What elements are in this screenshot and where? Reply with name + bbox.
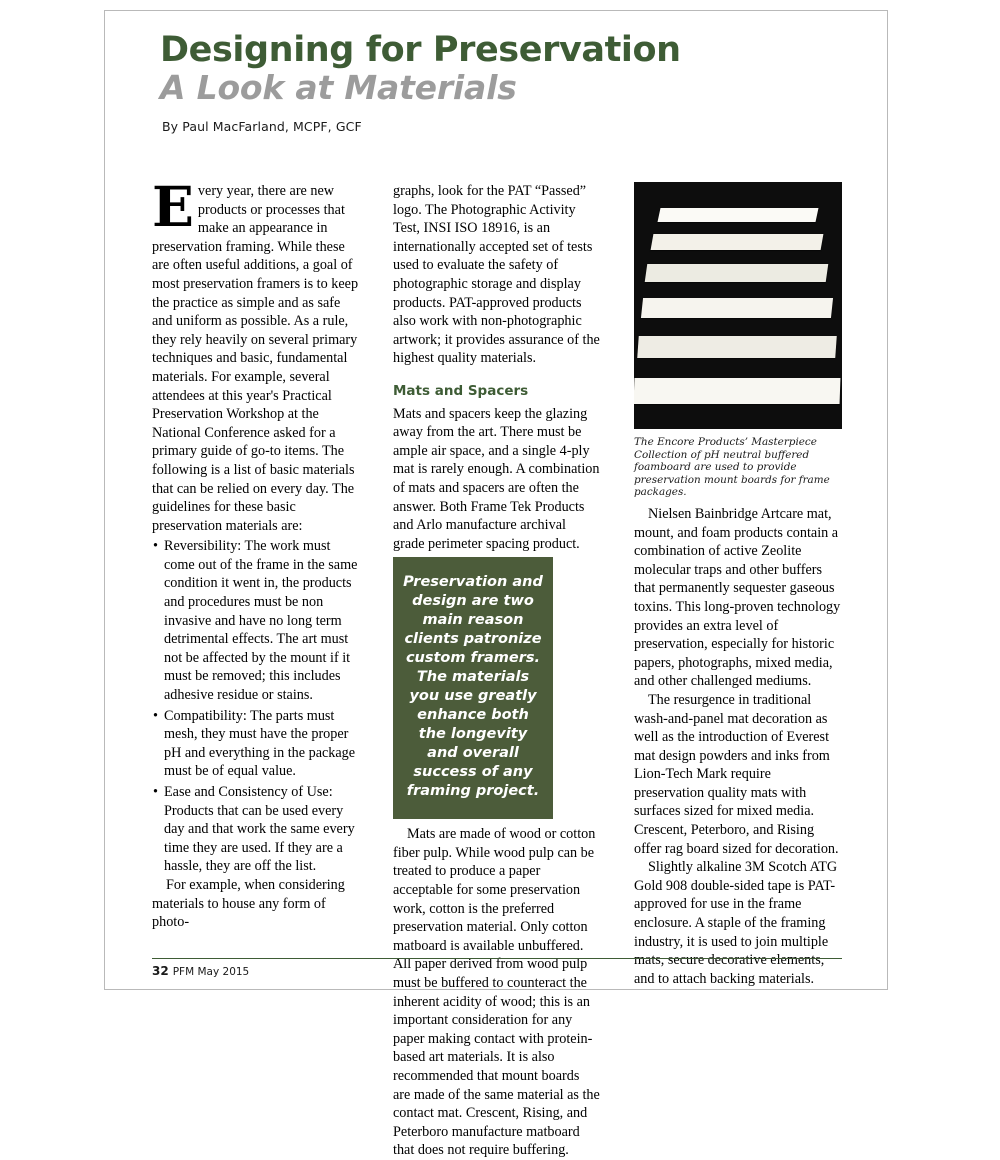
page-title: Designing for Preservation <box>160 30 681 70</box>
board-sheet <box>645 264 829 282</box>
column-1 <box>152 174 359 932</box>
body-paragraph: Slightly alkaline 3M Scotch ATG Gold 908 double-sided tape is PAT-approved for use in the frame enclosure. A staple of the framing industry, it is used to join multiple mats, secure decorative elements, and to attach backing materials. <box>634 859 838 987</box>
body-paragraph: Nielsen Bainbridge Artcare mat, mount, and foam products contain a combination of active Zeolite molecular traps and other buffers that permanently sequester gaseous toxins. This long-proven technology provides an extra level of preservation, especially for historic papers, photographs, mixed media, and other challenged mediums. <box>634 505 841 690</box>
paragraph-text: very year, there are new products or processes that make an appearance in preservation framing. While these are often useful additions, a goal of most preservation framers is to keep the practice as simple and as safe and uniform as possible. As a rule, they rely heavily on several primary techniques and basic, fundamental materials. For example, several attendees at this year's Practical Preservation Workshop at the National Conference asked for a primary guide of go-to items. The following is a list of basic materials that can be relied on every day. The guidelines for these basic preservation materials are: <box>152 183 359 534</box>
list-item: • Compatibility: The parts must mesh, they must have the proper pH and everything in the package must be of equal value. <box>152 707 359 781</box>
body-paragraph: Mats and spacers keep the glazing away from the art. There must be ample air space, and a single 4-ply mat is rarely enough. A combination of mats and spacers are often the answer. Both Frame Tek Products and Arlo manufacture archival grade perimeter spacing product. <box>393 405 600 552</box>
figure-caption: The Encore Products’ Masterpiece Collection of pH neutral buffered foamboard are used to provide preservation mount boards for frame packages. <box>634 436 830 499</box>
byline: By Paul MacFarland, MCPF, GCF <box>162 119 362 135</box>
board-sheet <box>641 298 833 318</box>
body-paragraph: Mats are made of wood or cotton fiber pulp. While wood pulp can be treated to produce a paper acceptable for some preservation work, cotton is the preferred preservation material. Only cotton matboard is available unbuffered. All paper derived from wood pulp must be buffered to counteract the inherent acidity of wood; this is an important consideration for any paper making contact with protein-based art materials. It is also recommended that mount boards are made of the same material as the contact mat. Crescent, Rising, and Peterboro manufacture matboard that does not require buffering. <box>393 826 600 1159</box>
list-item: • Ease and Consistency of Use: Products that can be used every day and that work the same every time they are used. If they are a hassle, they are off the list. <box>152 783 359 876</box>
page-number: 32 <box>152 964 169 978</box>
drop-cap: E <box>152 174 194 239</box>
page-subtitle: A Look at Materials <box>160 67 517 107</box>
page-footer <box>152 958 842 978</box>
board-sheet <box>658 208 819 222</box>
list-item: • Reversibility: The work must come out of the frame in the same condition it went in, the products and procedures must be non invasive and have no long term detrimental effects. The art must not be affected by the mount if it must be removed; this includes adhesive residue or stains. <box>152 537 359 704</box>
body-paragraph: For example, when considering materials to house any form of photo- <box>152 876 345 931</box>
board-sheet <box>634 378 840 404</box>
publication-name: PFM May 2015 <box>172 966 250 978</box>
column-2 <box>393 182 600 1160</box>
article-columns <box>152 174 842 1159</box>
guidelines-list <box>152 537 359 876</box>
body-paragraph: graphs, look for the PAT “Passed” logo. The Photographic Activity Test, INSI ISO 18916, is an internationally accepted set of tests used to evaluate the safety of photographic storage and display products. PAT-approved products also work with non-photographic artwork; it provides assurance of the highest quality materials. <box>393 183 600 367</box>
body-paragraph <box>152 174 359 535</box>
figure <box>634 182 842 499</box>
board-sheet <box>651 234 824 250</box>
page-content <box>152 30 842 1159</box>
body-paragraph: The resurgence in traditional wash-and-panel mat decoration as well as the introduction of Everest mat design powders and inks from Lion-Tech Mark require preservation quality mats with surfaces sized for mixed media. Crescent, Peterboro, and Rising offer rag board sized for decoration. <box>634 691 839 857</box>
foamboard-photo <box>634 182 842 429</box>
pull-quote: Preservation and design are two main reason clients patronize custom framers. The materials you use greatly enhance both the longevity and overall success of any framing project. <box>393 557 553 819</box>
board-sheet <box>637 336 837 358</box>
section-heading: Mats and Spacers <box>393 382 529 399</box>
column-3 <box>634 182 842 988</box>
